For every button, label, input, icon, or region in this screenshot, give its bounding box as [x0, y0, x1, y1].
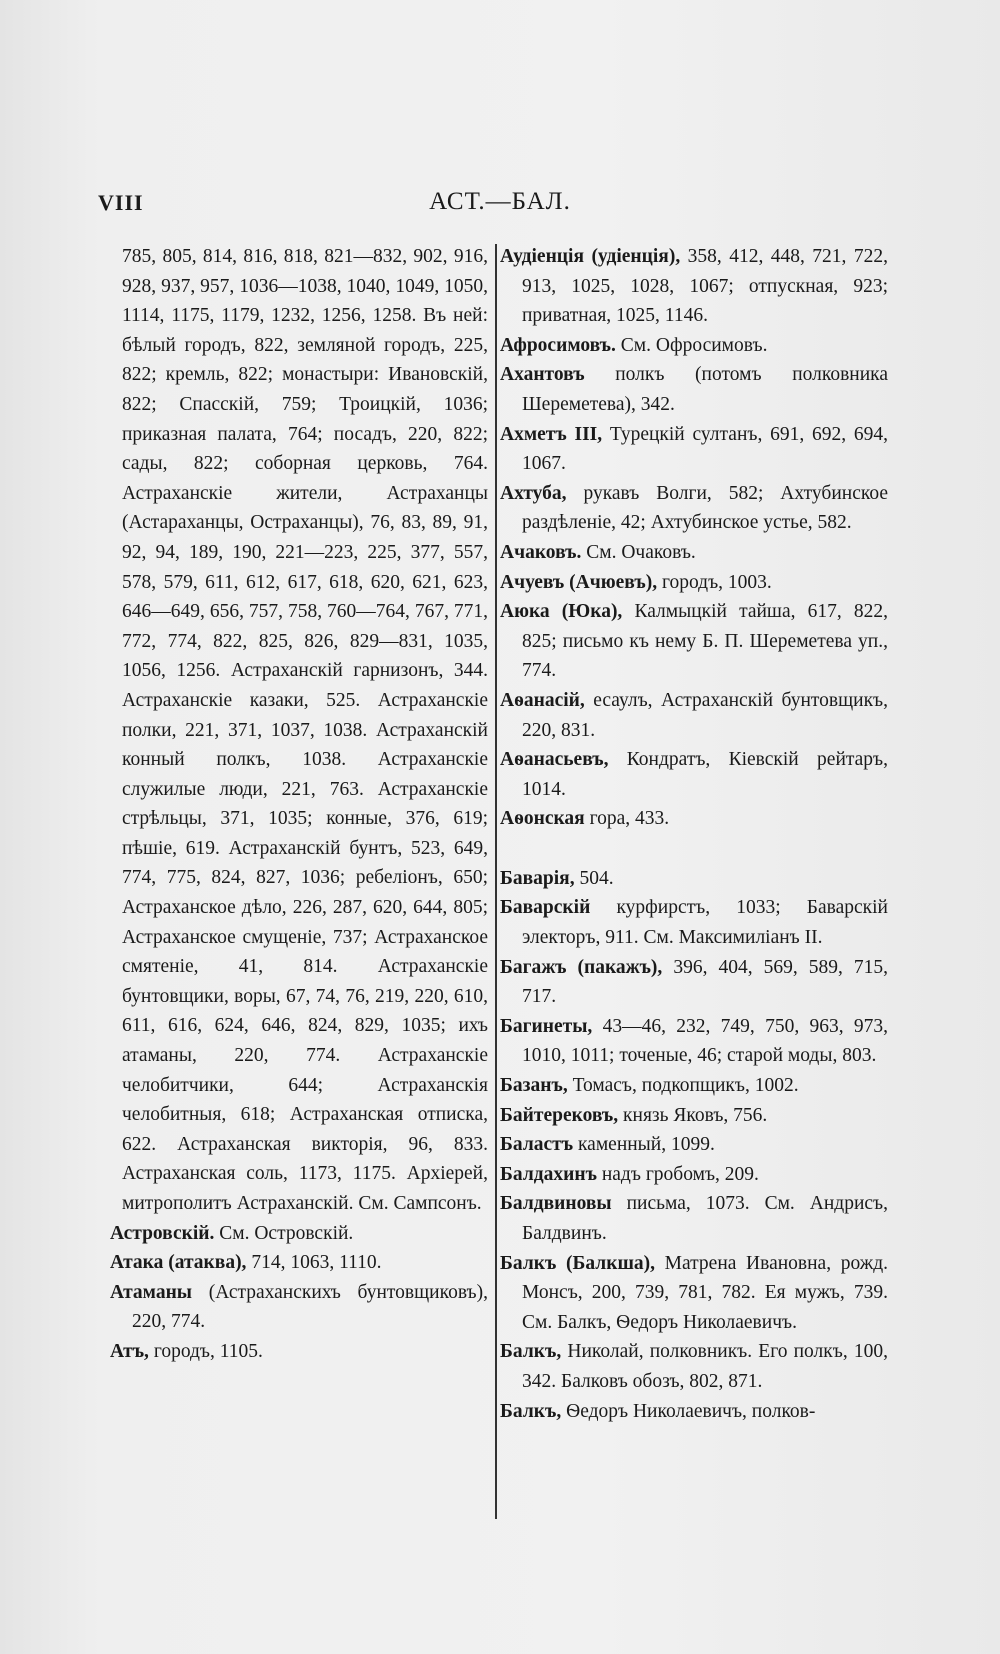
entry-text: надъ гробомъ, 209.: [596, 1163, 759, 1185]
entry-headword: Ачуевъ (Ачюевъ),: [500, 571, 658, 593]
index-entry: [500, 1249, 888, 1338]
entry-text: Матрена Ивановна, рожд. Монсъ, 200, 739, 781, 782. Ея мужъ, 739. См. Балкъ, Ѳедоръ Николаевичъ.: [522, 1252, 888, 1333]
entry-text: 504.: [574, 867, 614, 889]
index-entry: [110, 1337, 488, 1367]
entry-text: См. Очаковъ.: [581, 541, 696, 563]
index-entry: [500, 1397, 888, 1427]
entry-text: (Астраханскихъ бунтовщиковъ), 220, 774.: [132, 1281, 488, 1333]
entry-headword: Байтерековъ,: [500, 1104, 619, 1126]
entry-text: городъ, 1105.: [148, 1340, 263, 1362]
entry-headword: Баварскій: [500, 897, 591, 919]
entry-headword: Балкъ,: [500, 1341, 562, 1363]
entry-text: курфирстъ, 1033; Баварскій электоръ, 911. См. Максимиліанъ II.: [522, 897, 888, 949]
entry-headword: Афросимовъ.: [500, 334, 616, 356]
entry-text: Николай, полковникъ. Его полкъ, 100, 342. Балковъ обозъ, 802, 871.: [522, 1341, 888, 1392]
index-entry: [110, 1248, 488, 1278]
page-number: VIII: [98, 190, 144, 215]
column-divider: [495, 244, 497, 1519]
entry-headword: Ахтуба,: [500, 482, 567, 504]
entry-headword: Баварія,: [500, 867, 575, 889]
entry-headword: Атъ,: [110, 1340, 149, 1362]
index-entry: [500, 745, 888, 804]
index-entry: [500, 568, 888, 598]
index-entry: [110, 1278, 488, 1337]
entry-headword: Аюка (Юка),: [500, 601, 623, 623]
entry-text: 785, 805, 814, 816, 818, 821—832, 902, 916, 928, 937, 957, 1036—1038, 1040, 1049, 1050, 1114, 1175, 1179, 1232, 1256, 1258. Въ ней: бѣлый городъ, 822, земляной городъ, 225, 822; кремль, 822; монастыри: Ивановскій, 822; Спасскій, 759; Троицкій, 1036; приказная палата, 764; посадъ, 220, 822; сады, 822; соборная церковь, 764. Астраханскіе жители, Астраханцы (Астараханцы, Остраханцы), 76, 83, 89, 91, 92, 94, 189, 190, 221—223, 225, 377, 557, 578, 579, 611, 612, 617, 618, 620, 621, 623, 646—649, 656, 757, 758, 760—764, 767, 771, 772, 774, 822, 825, 826, 829—831, 1035, 1056, 1256. Астраханскій гарнизонъ, 344. Астраханскіе казаки, 525. Астраханскіе полки, 221, 371, 1037, 1038. Астраханскій конный полкъ, 1038. Астраханскіе служилые люди, 221, 763. Астраханскіе стрѣльцы, 371, 1035; конные, 376, 619; пѣшіе, 619. Астраханскій бунтъ, 523, 649, 774, 775, 824, 827, 1036; ребеліонъ, 650; Астраханское дѣло, 226, 287, 620, 644, 805; Астраханское смущеніе, 737; Астраханское смятеніе, 41, 814. Астраханскіе бунтовщики, воры, 67, 74, 76, 219, 220, 610, 611, 616, 624, 646, 824, 829, 1035; ихъ атаманы, 220, 774. Астраханскіе челобитчики, 644; Астраханскія челобитныя, 618; Астраханская отписка, 622. Астраханская викторія, 96, 833. Астраханская соль, 1173, 1175. Архіерей, митрополитъ Астраханскій. См. Сампсонъ.: [122, 246, 488, 1214]
index-entry: [500, 804, 888, 834]
entry-text: есаулъ, Астраханскій бунтовщикъ, 220, 831.: [522, 689, 888, 741]
entry-headword: Астровскій.: [110, 1222, 215, 1244]
entry-headword: Аѳанасій,: [500, 689, 585, 711]
entry-headword: Балдахинъ: [500, 1163, 597, 1185]
index-entry: [500, 893, 888, 952]
entry-text: 714, 1063, 1110.: [246, 1252, 382, 1274]
entry-headword: Багинеты,: [500, 1015, 593, 1037]
section-gap: [500, 834, 888, 864]
entry-headword: Балкъ (Балкша),: [500, 1252, 656, 1274]
entry-text: 358, 412, 448, 721, 722, 913, 1025, 1028, 1067; отпускная, 923; приватная, 1025, 1146.: [522, 246, 888, 327]
entry-headword: Аудіенція (удіенція),: [500, 246, 681, 267]
entry-text: Кондратъ, Кіевскій рейтаръ, 1014.: [522, 749, 888, 800]
entry-text: Турецкій султанъ, 691, 692, 694, 1067.: [522, 423, 888, 475]
index-entry: [500, 1101, 888, 1131]
index-entry: [500, 953, 888, 1012]
index-entry: [500, 597, 888, 686]
entry-headword: Багажъ (пакажъ),: [500, 956, 663, 978]
entry-text: полкъ (потомъ полковника Шереметева), 342.: [522, 364, 888, 415]
entry-text: 396, 404, 569, 589, 715, 717.: [522, 956, 889, 1008]
running-head: АСТ.—БАЛ.: [429, 188, 571, 215]
index-entry: [500, 242, 888, 331]
index-entry: [500, 1189, 888, 1248]
entry-text: Калмыцкій тайша, 617, 822, 825; письмо къ нему Б. П. Шереметева уп., 774.: [522, 601, 888, 682]
entry-text: князь Яковъ, 756.: [618, 1104, 768, 1126]
entry-headword: Ахметъ III,: [500, 423, 603, 445]
index-entry: [500, 360, 888, 419]
entry-text: 43—46, 232, 749, 750, 963, 973, 1010, 1011; точеные, 46; старой моды, 803.: [522, 1015, 888, 1067]
entry-text: гора, 433.: [584, 808, 670, 830]
entry-text: Томасъ, подкопщикъ, 1002.: [567, 1075, 799, 1097]
entry-headword: Балдвиновы: [500, 1193, 612, 1215]
index-entry: [500, 1160, 888, 1190]
index-entry: [500, 331, 888, 361]
entry-headword: Базанъ,: [500, 1075, 568, 1097]
entry-headword: Атака (атаква),: [110, 1252, 247, 1274]
entry-headword: Балкъ,: [500, 1400, 562, 1422]
entry-text: каменный, 1099.: [573, 1134, 715, 1156]
entry-text: рукавъ Волги, 582; Ахтубинское раздѣленіе, 42; Ахтубинское устье, 582.: [522, 482, 888, 534]
index-entry: [110, 1219, 488, 1249]
left-column: [110, 242, 488, 1367]
index-entry: [500, 479, 888, 538]
index-entry: [500, 420, 888, 479]
entry-text: городъ, 1003.: [657, 571, 772, 593]
entry-text: См. Офросимовъ.: [615, 334, 768, 356]
right-column: [500, 242, 888, 1426]
index-entry: [110, 242, 488, 1219]
entry-text: Ѳедоръ Николаевичъ, полков-: [561, 1400, 816, 1422]
index-entry: [500, 1337, 888, 1396]
entry-headword: Ахантовъ: [500, 364, 585, 386]
index-entry: [500, 1012, 888, 1071]
entry-headword: Аѳонская: [500, 808, 585, 830]
index-entry: [500, 864, 888, 894]
entry-headword: Баластъ: [500, 1134, 574, 1156]
entry-headword: Ачаковъ.: [500, 541, 582, 563]
index-entry: [500, 686, 888, 745]
index-entry: [500, 538, 888, 568]
entry-headword: Аѳанасьевъ,: [500, 749, 609, 771]
entry-text: письма, 1073. См. Андрисъ, Балдвинъ.: [522, 1193, 888, 1244]
entry-headword: Атаманы: [110, 1281, 193, 1303]
index-entry: [500, 1130, 888, 1160]
index-entry: [500, 1071, 888, 1101]
entry-text: См. Островскій.: [214, 1222, 354, 1244]
